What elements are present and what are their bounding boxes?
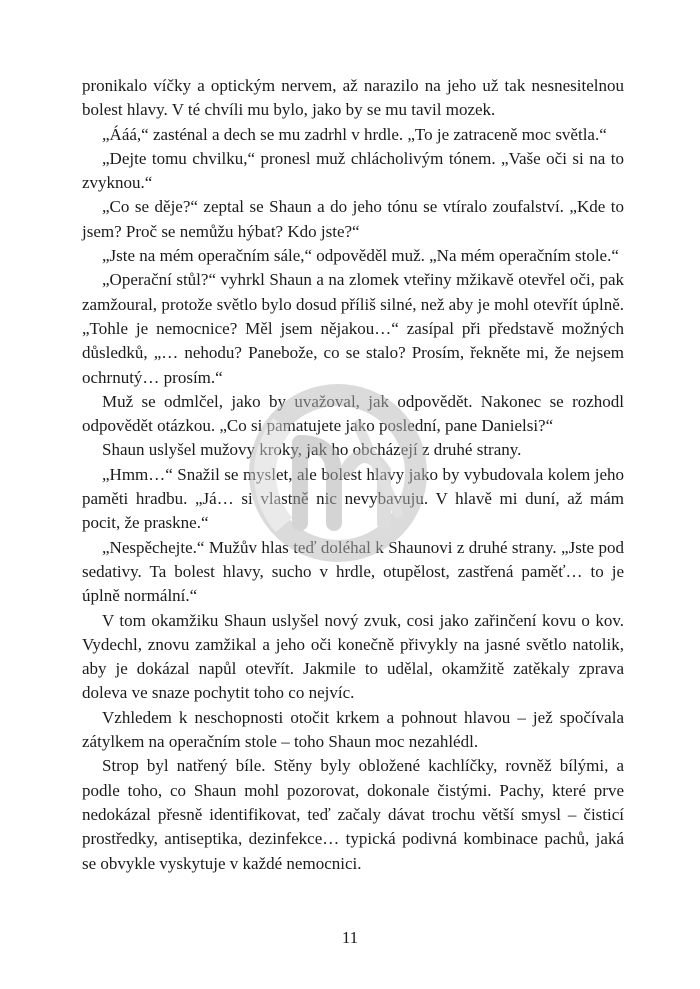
paragraph-2: „Ááá,“ zasténal a dech se mu zadrhl v hrdle. „To je zatraceně moc světla.“	[102, 124, 607, 144]
paragraph-3: „Dejte tomu chvilku,“ pronesl muž chlácholivým tónem. „Vaše oči si na to zvyknou.“	[82, 148, 624, 193]
paragraph-9: „Hmm…“ Snažil se myslet, ale bolest hlavy jako by vybudovala kolem jeho paměti hradbu. „Já… si vlastně nic nevybavuju. V hlavě mi duní, až mám pocit, že praskne.“	[82, 464, 624, 533]
paragraph-8: Shaun uslyšel mužovy kroky, jak ho obcházejí z druhé strany.	[102, 440, 522, 460]
paragraph-7: Muž se odmlčel, jako by uvažoval, jak odpovědět. Nakonec se rozhodl odpovědět otázkou. „Co si pamatujete jako poslední, pane Danielsi?“	[82, 391, 624, 436]
paragraph-1: pronikalo víčky a optickým nervem, až narazilo na jeho už tak nesnesitelnou bolest hlavy. V té chvíli mu bylo, jako by se mu tavil mozek.	[82, 76, 624, 120]
paragraph-13: Strop byl natřený bíle. Stěny byly obložené kachlíčky, rovněž bílými, a podle toho, co Shaun mohl pozorovat, dokonale čistými. Pachy, které prve nedokázal přesně identifikovat, teď začaly dávat trochu větší smysl – čisticí prostředky, antiseptika, dezinfekce… typická podivná kombinace pachů, jaká se obvykle vyskytuje v každé nemocnici.	[82, 756, 624, 873]
paragraph-10: „Nespěchejte.“ Mužův hlas teď doléhal k Shaunovi z druhé strany. „Jste pod sedativy. Ta bolest hlavy, sucho v hrdle, otupělost, zastřená paměť… to je úplně normální.“	[82, 537, 624, 606]
paragraph-5: „Jste na mém operačním sále,“ odpověděl muž. „Na mém operačním stole.“	[102, 246, 619, 266]
paragraph-4: „Co se děje?“ zeptal se Shaun a do jeho tónu se vtíralo zoufalství. „Kde to jsem? Proč se nemůžu hýbat? Kdo jste?“	[82, 197, 624, 241]
paragraph-12: Vzhledem k neschopnosti otočit krkem a pohnout hlavou – jež spočívala zátylkem na operačním stole – toho Shaun moc nezahlédl.	[82, 707, 624, 752]
paragraph-6: „Operační stůl?“ vyhrkl Shaun a na zlomek vteřiny mžikavě otevřel oči, pak zamžoural, protože světlo bylo dosud příliš silné, než aby je mohl otevřít úplně. „Tohle je nemocnice? Měl jsem nějakou…“ zasípal při představě možných důsledků, „… nehodu? Panebože, co se stalo? Prosím, řekněte mi, že nejsem ochrnutý… prosím.“	[82, 270, 624, 387]
page-number: 11	[341, 928, 359, 947]
paragraph-11: V tom okamžiku Shaun uslyšel nový zvuk, cosi jako zařinčení kovu o kov. Vydechl, znovu zamžikal a jeho oči konečně přivykly na jasné světlo natolik, aby je dokázal napůl otevřít. Jakmile to udělal, okamžitě zatěkaly zprava doleva ve snaze pochytit toho co nejvíc.	[82, 610, 624, 703]
book-page-text	[82, 74, 624, 876]
